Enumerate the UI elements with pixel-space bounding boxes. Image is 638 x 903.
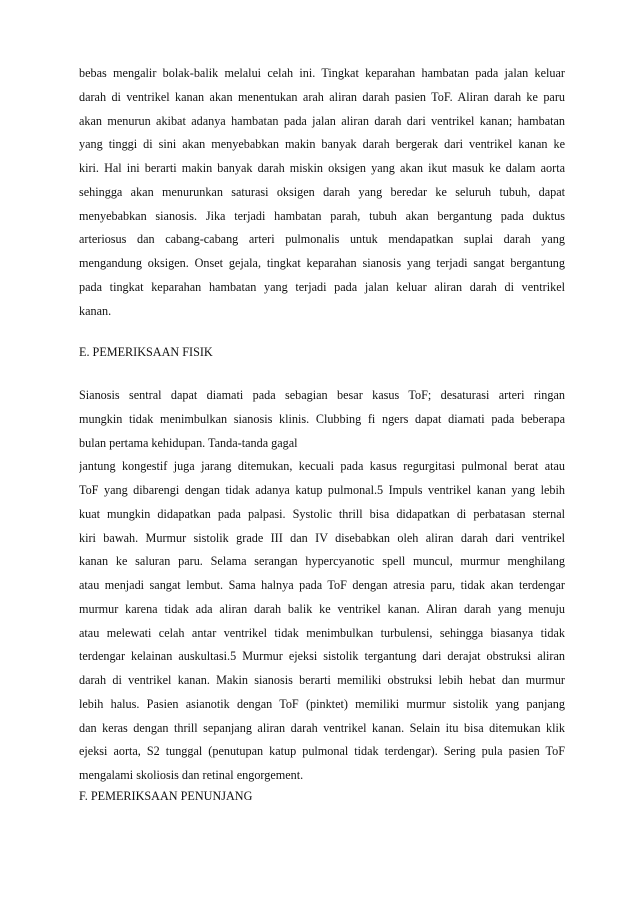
text-line: bebas mengalir bolak-balik melalui celah ini. Tingkat keparahan hambatan pada jalan keluar <box>79 66 565 80</box>
text-line: mungkin tidak menimbulkan sianosis klinis. Clubbing fi ngers dapat diamati pada beberapa <box>79 411 565 426</box>
text-line: yang tinggi di sini akan menyebabkan makin banyak darah bergerak dari ventrikel kanan ke <box>79 137 565 152</box>
text-line: lebih halus. Pasien asianotik dengan ToF (pinktet) memiliki murmur sistolik yang panjang <box>79 696 565 711</box>
section-heading-text: E. PEMERIKSAAN FISIK <box>79 345 213 359</box>
text-line: kanan. <box>79 303 112 318</box>
text-line: Sianosis sentral dapat diamati pada sebagian besar kasus ToF; desaturasi arteri ringan <box>79 388 565 402</box>
text-line: kiri bawah. Murmur sistolik grade III dan IV disebabkan oleh aliran darah dari ventrikel <box>79 530 565 545</box>
section-heading-pemeriksaan-penunjang <box>79 785 565 809</box>
section-heading-pemeriksaan-fisik <box>79 341 565 365</box>
text-line: ejeksi aorta, S2 tunggal (penutupan katup pulmonal tidak terdengar). Sering pula pasien ToF <box>79 744 565 759</box>
text-line: menyebabkan sianosis. Jika terjadi hambatan parah, tubuh akan bergantung pada duktus <box>79 208 565 223</box>
text-line: kanan ke saluran paru. Selama serangan hypercyanotic spell muncul, murmur menghilang <box>79 554 565 569</box>
section-heading-text: F. PEMERIKSAAN PENUNJANG <box>79 789 253 803</box>
text-line: akan menurun akibat adanya hambatan pada jalan aliran darah dari ventrikel kanan; hambatan <box>79 113 565 128</box>
paragraph-physical-exam <box>79 384 565 788</box>
text-line: jantung kongestif juga jarang ditemukan, kecuali pada kasus regurgitasi pulmonal berat atau <box>79 459 565 474</box>
text-line: darah di ventrikel kanan. Makin sianosis berarti memiliki obstruksi lebih hebat dan murmur <box>79 673 565 687</box>
text-line: darah di ventrikel kanan akan menentukan arah aliran darah pasien ToF. Aliran darah ke paru <box>79 89 565 104</box>
text-line: atau melewati celah antar ventrikel tidak menimbulkan turbulensi, sehingga biasanya tidak <box>79 625 565 640</box>
text-line: kiri. Hal ini berarti makin banyak darah miskin oksigen yang akan ikut masuk ke dalam aorta <box>79 161 565 175</box>
text-line: bulan pertama kehidupan. Tanda-tanda gagal <box>79 435 298 450</box>
text-line: mengalami skoliosis dan retinal engorgement. <box>79 768 304 782</box>
text-line: dan keras dengan thrill sepanjang aliran darah ventrikel kanan. Selain itu bisa ditemukan klik <box>79 720 565 735</box>
text-line: terdengar kelainan auskultasi.5 Murmur ejeksi sistolik tergantung dari derajat obstruksi aliran <box>79 649 565 664</box>
text-line: kuat mungkin didapatkan pada palpasi. Systolic thrill bisa didapatkan di perbatasan sternal <box>79 506 565 521</box>
text-line: arteriosus dan cabang-cabang arteri pulmonalis untuk mendapatkan suplai darah yang <box>79 232 565 247</box>
text-line: mengandung oksigen. Onset gejala, tingkat keparahan sianosis yang terjadi sangat bergantung <box>79 256 565 270</box>
text-line: murmur karena tidak ada aliran darah balik ke ventrikel kanan. Aliran darah yang menuju <box>79 601 565 616</box>
text-line: pada tingkat keparahan hambatan yang terjadi pada jalan keluar aliran darah di ventrikel <box>79 279 565 294</box>
text-line: sehingga akan menurunkan saturasi oksigen darah yang beredar ke seluruh tubuh, dapat <box>79 184 565 199</box>
text-line: ToF yang dibarengi dengan tidak adanya katup pulmonal.5 Impuls ventrikel kanan yang lebih <box>79 483 565 497</box>
paragraph-tof-hemodynamics <box>79 62 565 323</box>
text-line: atau menjadi sangat lembut. Sama halnya pada ToF dengan atresia paru, tidak akan terdengar <box>79 578 565 592</box>
